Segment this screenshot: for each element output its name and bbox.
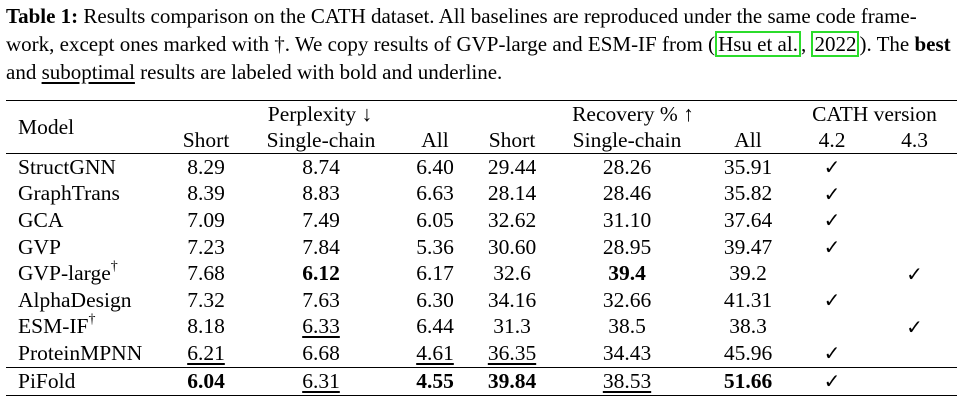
table-row-pifold	[6, 367, 957, 395]
model-name: ProteinMPNN	[18, 340, 143, 365]
header-model: Model	[6, 101, 166, 154]
cell-p-single: 7.84	[302, 234, 340, 259]
cell-r-single	[550, 367, 704, 395]
cell-p-all: 6.63	[416, 181, 454, 206]
model-name: StructGNN	[18, 154, 116, 179]
cell-p-short-value: 6.21	[187, 340, 225, 365]
header-recovery-short: Short	[474, 127, 550, 154]
cell-r-short: 31.3	[493, 314, 531, 339]
cell-r-all: 35.91	[723, 154, 773, 179]
table-row	[6, 207, 957, 234]
table-label: Table 1:	[6, 4, 79, 28]
cell-p-single	[246, 367, 396, 395]
cell-r-all: 39.47	[723, 234, 773, 259]
cell-r-single: 39.4	[608, 261, 646, 286]
cell-p-short: 8.39	[187, 181, 225, 206]
table-row	[6, 260, 957, 287]
cell-p-short: 7.09	[187, 207, 225, 232]
model-name: GVP	[18, 234, 62, 259]
header-perplexity-all: All	[396, 127, 474, 154]
cell-p-single: 6.33	[302, 314, 340, 339]
dagger-mark: †	[110, 259, 118, 275]
cell-p-all-value: 4.61	[416, 340, 454, 365]
header-recovery-all: All	[704, 127, 792, 154]
table-row	[6, 181, 957, 208]
cell-p-all: 6.44	[416, 314, 454, 339]
cell-p-short: 8.29	[187, 154, 225, 179]
check-icon: ✓	[823, 341, 841, 366]
cell-r-single-value: 38.53	[602, 368, 652, 393]
citation-link-year[interactable]: 2022	[811, 31, 859, 57]
header-perplexity-single-chain: Single-chain	[246, 127, 396, 154]
check-icon: ✓	[823, 155, 841, 180]
cell-p-short: 6.04	[166, 367, 246, 395]
cell-r-short: 30.60	[487, 234, 537, 259]
caption-text: ). The	[859, 32, 915, 56]
cell-p-all: 5.36	[416, 234, 454, 259]
cell-r-short: 34.16	[487, 287, 537, 312]
check-icon: ✓	[823, 288, 841, 313]
model-name-cell	[6, 260, 166, 287]
cell-p-all: 6.40	[416, 154, 454, 179]
cell-r-single: 34.43	[602, 340, 652, 365]
cell-r-all: 37.64	[723, 207, 773, 232]
table-row	[6, 154, 957, 181]
check-icon: ✓	[823, 181, 841, 206]
citation-separator: ,	[800, 32, 812, 56]
cell-r-all: 38.3	[729, 314, 767, 339]
header-cath-4-2: 4.2	[792, 127, 872, 154]
model-name: GVP-large	[18, 261, 111, 286]
cell-v43	[872, 154, 957, 181]
header-perplexity-short: Short	[166, 127, 246, 154]
check-icon: ✓	[906, 314, 923, 339]
header-recovery-single-chain: Single-chain	[550, 127, 704, 154]
cell-r-single: 28.26	[602, 154, 652, 179]
cell-p-single: 6.68	[302, 340, 340, 365]
cell-r-short: 32.6	[493, 261, 531, 286]
caption-text: results are labeled with bold and underline.	[134, 60, 503, 84]
table-row	[6, 287, 957, 314]
model-name-cell	[6, 314, 166, 341]
cell-r-short-value: 36.35	[487, 340, 537, 365]
cell-v43	[872, 367, 957, 395]
cell-r-all: 41.31	[723, 287, 773, 312]
model-name: GCA	[18, 207, 64, 232]
cell-r-all: 35.82	[723, 181, 773, 206]
dagger-mark: †	[88, 312, 96, 328]
cell-v43	[872, 287, 957, 314]
cell-r-all: 45.96	[723, 340, 773, 365]
header-perplexity: Perplexity ↓	[166, 101, 474, 128]
cell-r-single: 38.5	[608, 314, 646, 339]
check-icon: ✓	[906, 261, 923, 286]
caption-text: Results comparison on the CATH dataset. All baselines are reproduced under the same code frame-work, except ones marked with †. We copy results of GVP-large and ESM-IF from (	[6, 4, 917, 56]
cell-r-single: 28.95	[602, 234, 652, 259]
header-cath-4-3: 4.3	[872, 127, 957, 154]
cell-p-short: 7.23	[187, 234, 225, 259]
table-caption	[6, 2, 958, 86]
caption-suboptimal-word: suboptimal	[41, 60, 135, 84]
model-name: PiFold	[6, 367, 166, 395]
table-row	[6, 314, 957, 341]
cell-p-all: 6.17	[416, 261, 454, 286]
cell-p-all: 6.30	[416, 287, 454, 312]
cell-p-single: 7.63	[302, 287, 340, 312]
cell-p-single-value: 6.31	[302, 368, 340, 393]
cell-p-short: 7.32	[187, 287, 225, 312]
cell-r-short: 29.44	[487, 154, 537, 179]
cell-r-all: 51.66	[704, 367, 792, 395]
cell-v42	[792, 314, 872, 341]
check-icon: ✓	[823, 235, 841, 260]
cell-v43	[872, 207, 957, 234]
cell-p-single: 8.74	[302, 154, 340, 179]
cell-r-short: 39.84	[474, 367, 550, 395]
cell-r-all: 39.2	[729, 261, 767, 286]
cell-r-single: 32.66	[602, 287, 652, 312]
cell-p-all: 4.55	[396, 367, 474, 395]
model-name: ESM-IF	[18, 314, 89, 339]
cell-p-short	[166, 340, 246, 367]
header-recovery: Recovery % ↑	[474, 101, 792, 128]
cell-p-all	[396, 340, 474, 367]
cell-p-single: 7.49	[302, 207, 340, 232]
check-icon: ✓	[792, 367, 872, 395]
cell-v43	[872, 234, 957, 261]
citation-link-author[interactable]: Hsu et al.	[715, 31, 801, 57]
cell-p-single: 8.83	[302, 181, 340, 206]
cell-r-single: 31.10	[602, 207, 652, 232]
cell-v43	[872, 181, 957, 208]
cell-r-short: 32.62	[487, 207, 537, 232]
cell-p-all: 6.05	[416, 207, 454, 232]
cell-p-short: 8.18	[187, 314, 225, 339]
cell-p-short: 7.68	[187, 261, 225, 286]
cell-v43	[872, 340, 957, 367]
model-name: GraphTrans	[18, 181, 120, 206]
cell-r-single: 28.46	[602, 181, 652, 206]
table-row	[6, 234, 957, 261]
cell-r-short	[474, 340, 550, 367]
results-table	[6, 100, 957, 396]
model-name: AlphaDesign	[18, 287, 132, 312]
caption-text: and	[6, 60, 42, 84]
cell-p-single: 6.12	[302, 261, 340, 286]
header-cath-version: CATH version	[792, 101, 957, 128]
cell-v42	[792, 260, 872, 287]
cell-r-short: 28.14	[487, 181, 537, 206]
check-icon: ✓	[823, 208, 841, 233]
caption-best-word: best	[914, 32, 951, 56]
table-row	[6, 340, 957, 367]
